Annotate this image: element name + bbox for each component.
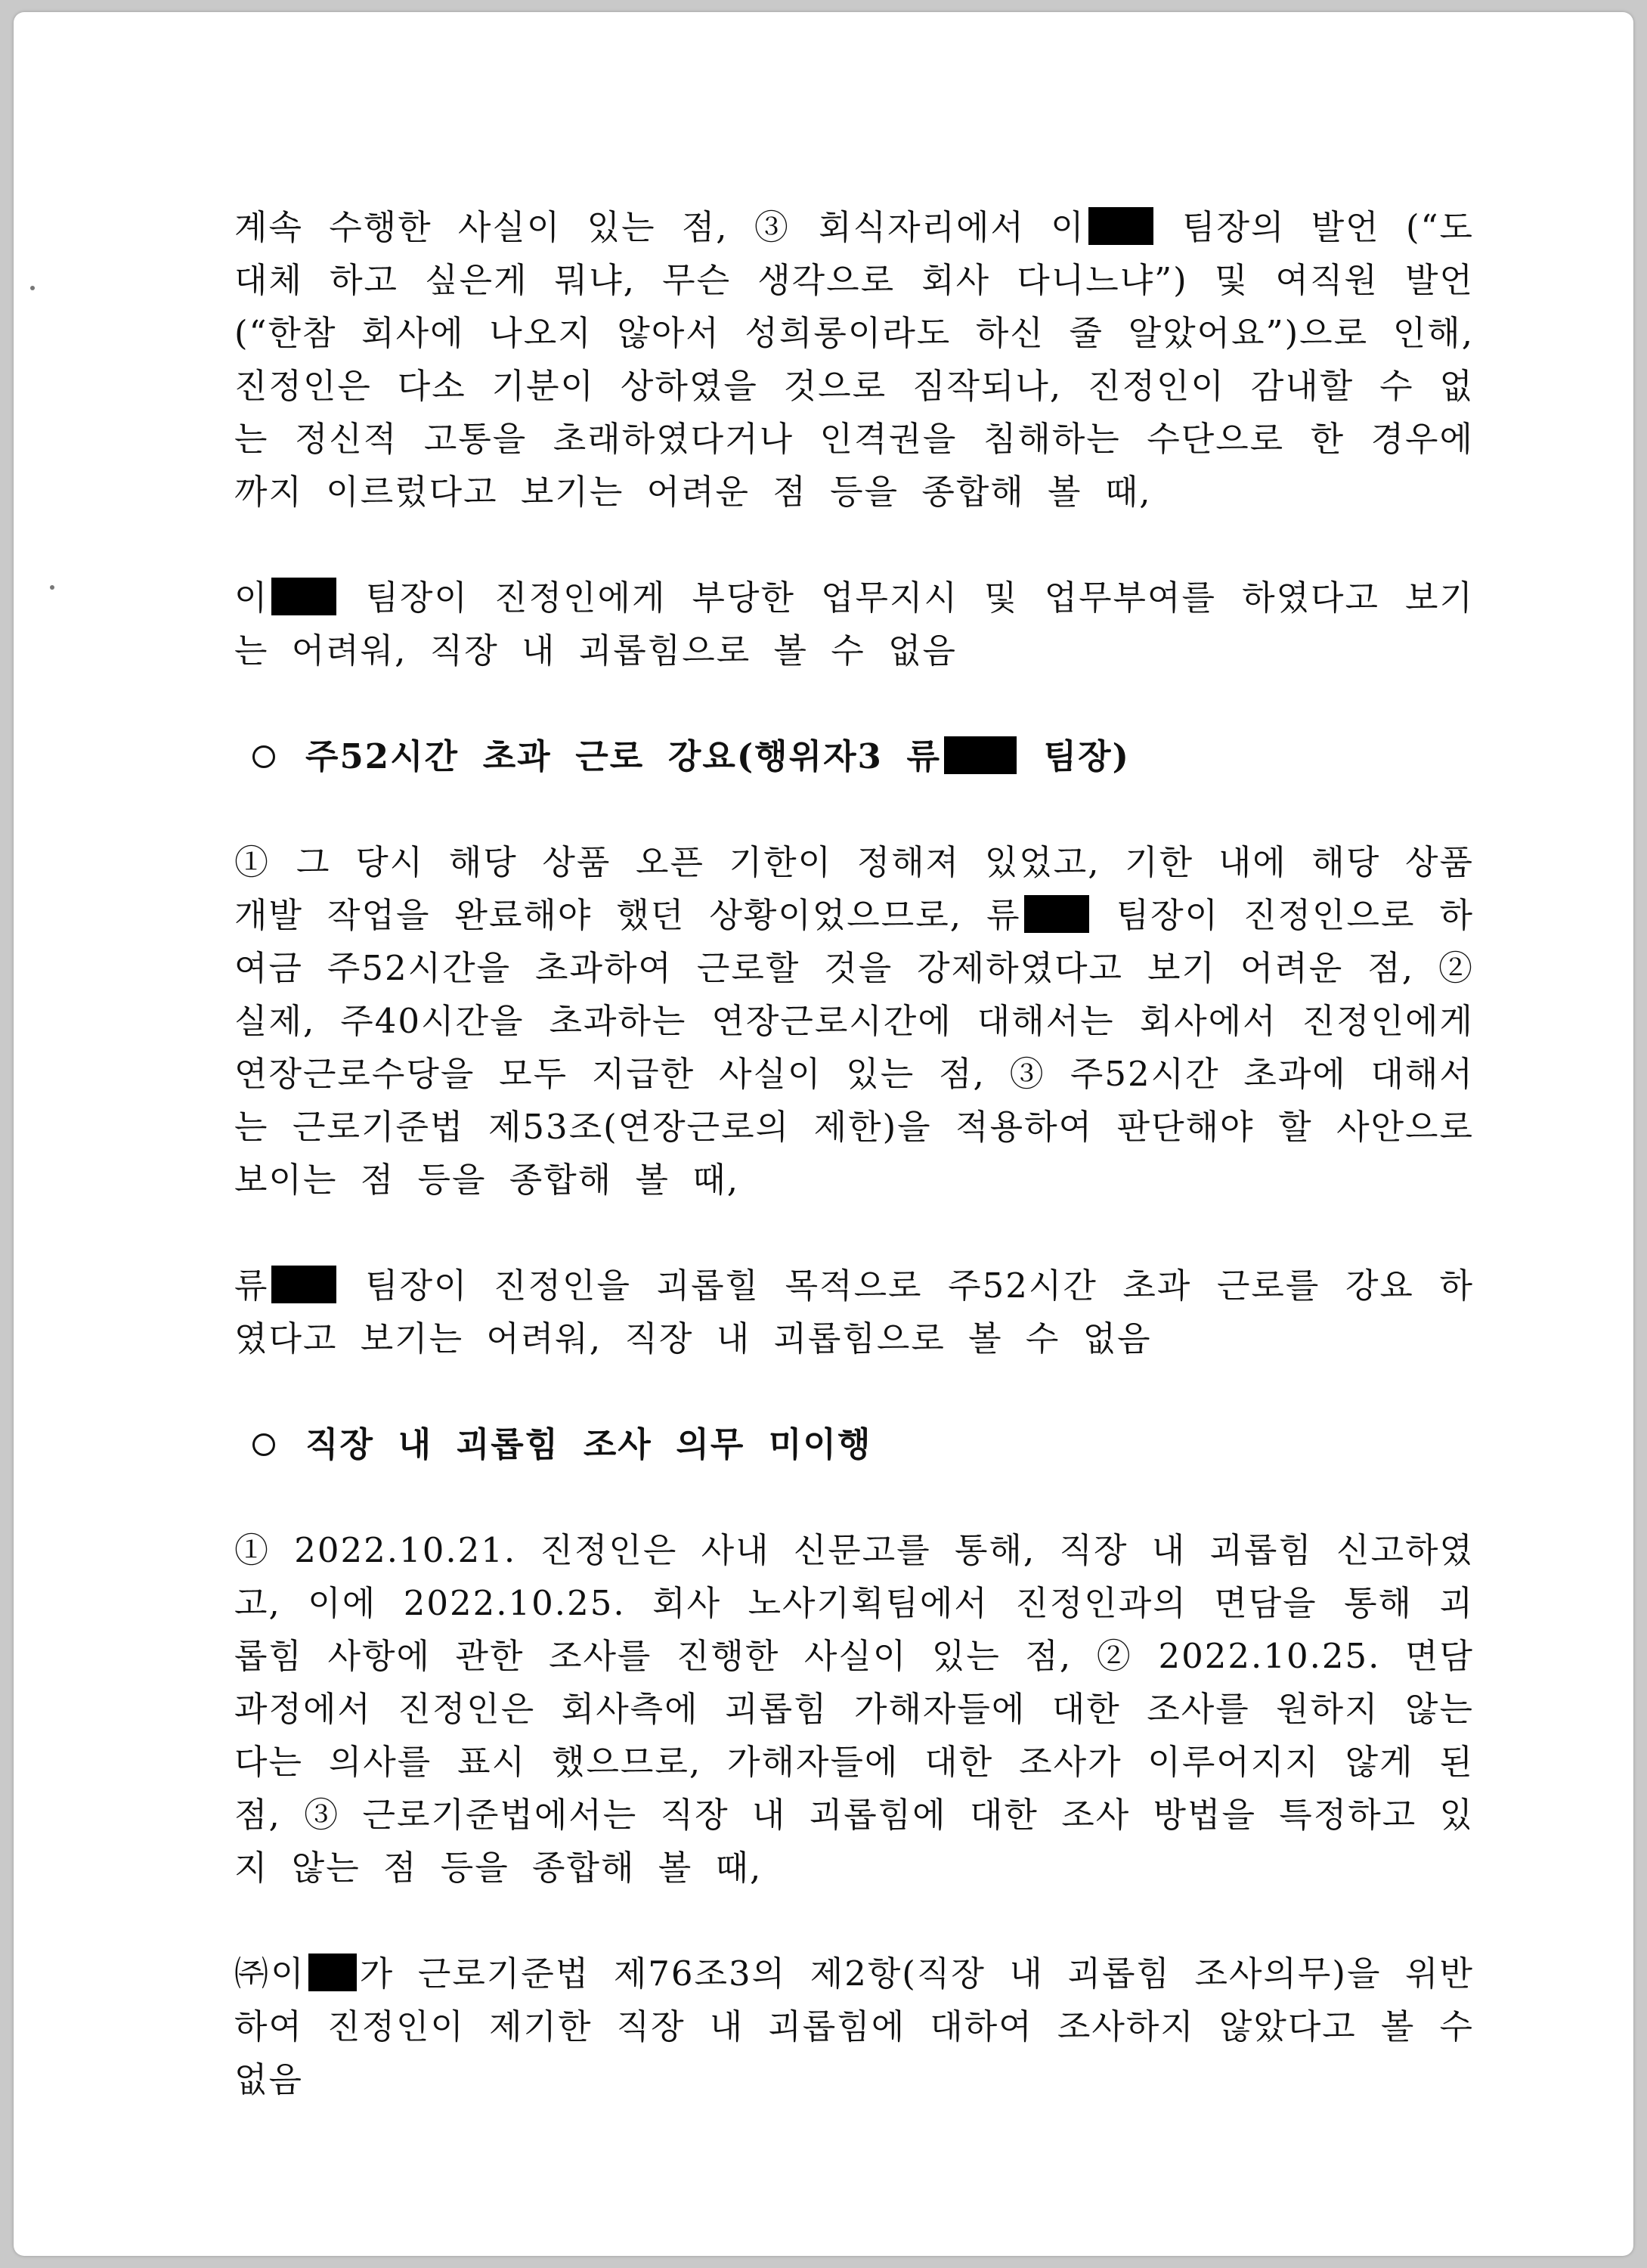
paragraph-5: ① 2022.10.21. 진정인은 사내 신문고를 통해, 직장 내 괴롭힘 신고하였고, 이에 2022.10.25. 회사 노사기획팀에서 진정인과의 면담을 통해 괴롭힘 사항에 관한 조사를 진행한 사실이 있는 점, ② 2022.10.25. 면담과정에서 진정인은 회사측에 괴롭힘 가해자들에 대한 조사를 원하지 않는다는 의사를 표시 했으므로, 가해자들에 대한 조사가 이루어지지 않게 된 점, ③ 근로기준법에서는 직장 내 괴롭힘에 대한 조사 방법을 특정하고 있지 않는 점 등을 종합해 볼 때,	[234, 1530, 1474, 1888]
redacted-name	[308, 1954, 357, 1991]
paragraph-6-text-a: ㈜이	[234, 1954, 305, 1994]
section-heading-text: 주52시간 초과 근로 강요(행위자3 류 팀장)	[305, 736, 1130, 776]
paragraph-1	[234, 201, 1474, 519]
paragraph-1-text-a: 계속 수행한 사실이 있는 점, ③ 회식자리에서 이	[234, 207, 1085, 247]
paragraph-3	[234, 836, 1474, 1207]
paragraph-6	[234, 1947, 1474, 2106]
section-heading-overtime	[234, 730, 1474, 783]
circle-bullet-icon	[252, 745, 275, 768]
paragraph-2	[234, 572, 1474, 677]
paragraph-2-text-b: 팀장이 진정인에게 부당한 업무지시 및 업무부여를 하였다고 보기는 어려워, 직장 내 괴롭힘으로 볼 수 없음	[234, 578, 1474, 671]
paragraph-3-text-a: ① 그 당시 해당 상품 오픈 기한이 정해져 있었고, 기한 내에 해당 상품 개발 작업을 완료해야 했던 상황이었으므로, 류	[234, 842, 1474, 935]
paragraph-4-text-b: 팀장이 진정인을 괴롭힐 목적으로 주52시간 초과 근로를 강요 하였다고 보기는 어려워, 직장 내 괴롭힘으로 볼 수 없음	[234, 1266, 1474, 1359]
scan-speck	[50, 585, 54, 590]
redacted-name	[944, 736, 1017, 774]
redacted-name	[271, 578, 336, 615]
document-body	[234, 201, 1474, 2106]
paragraph-1-text-b: 팀장의 발언	[1156, 207, 1380, 247]
section-heading-text: 직장 내 괴롭힘 조사 의무 미이행	[305, 1424, 872, 1464]
paragraph-6-text-b: 가 근로기준법 제76조3의 제2항(직장 내 괴롭힘 조사의무)을 위반하여 진정인이 제기한 직장 내 괴롭힘에 대하여 조사하지 않았다고 볼 수 없음	[234, 1954, 1474, 2099]
redacted-name	[1088, 207, 1153, 245]
paragraph-4	[234, 1259, 1474, 1365]
scan-speck	[30, 286, 35, 290]
redacted-name	[271, 1266, 336, 1303]
paragraph-4-text-a: 류	[234, 1266, 269, 1306]
paragraph-3-text-b: 팀장이 진정인으로 하여금 주52시간을 초과하여 근로할 것을 강제하였다고 보기 어려운 점, ② 실제, 주40시간을 초과하는 연장근로시간에 대해서는 회사에서 진정인에게 연장근로수당을 모두 지급한 사실이 있는 점, ③ 주52시간 초과에 대해서는 근로기준법 제53조(연장근로의 제한)을 적용하여 판단해야 할 사안으로 보이는 점 등을 종합해 볼 때,	[234, 895, 1474, 1200]
paragraph-2-text-a: 이	[234, 578, 269, 618]
circle-bullet-icon	[252, 1433, 275, 1456]
redacted-name	[1024, 895, 1089, 933]
paragraph-1-text-rest: (“도대체 하고 싶은게 뭐냐, 무슨 생각으로 회사 다니느냐”) 및 여직원 발언 (“한참 회사에 나오지 않아서 성희롱이라도 하신 줄 알았어요”)으로 인해, 진정인은 다소 기분이 상하였을 것으로 짐작되나, 진정인이 감내할 수 없는 정신적 고통을 초래하였다거나 인격권을 침해하는 수단으로 한 경우에까지 이르렀다고 보기는 어려운 점 등을 종합해 볼 때,	[234, 207, 1474, 512]
section-heading-investigation	[234, 1418, 1474, 1471]
document-page	[14, 12, 1633, 2256]
